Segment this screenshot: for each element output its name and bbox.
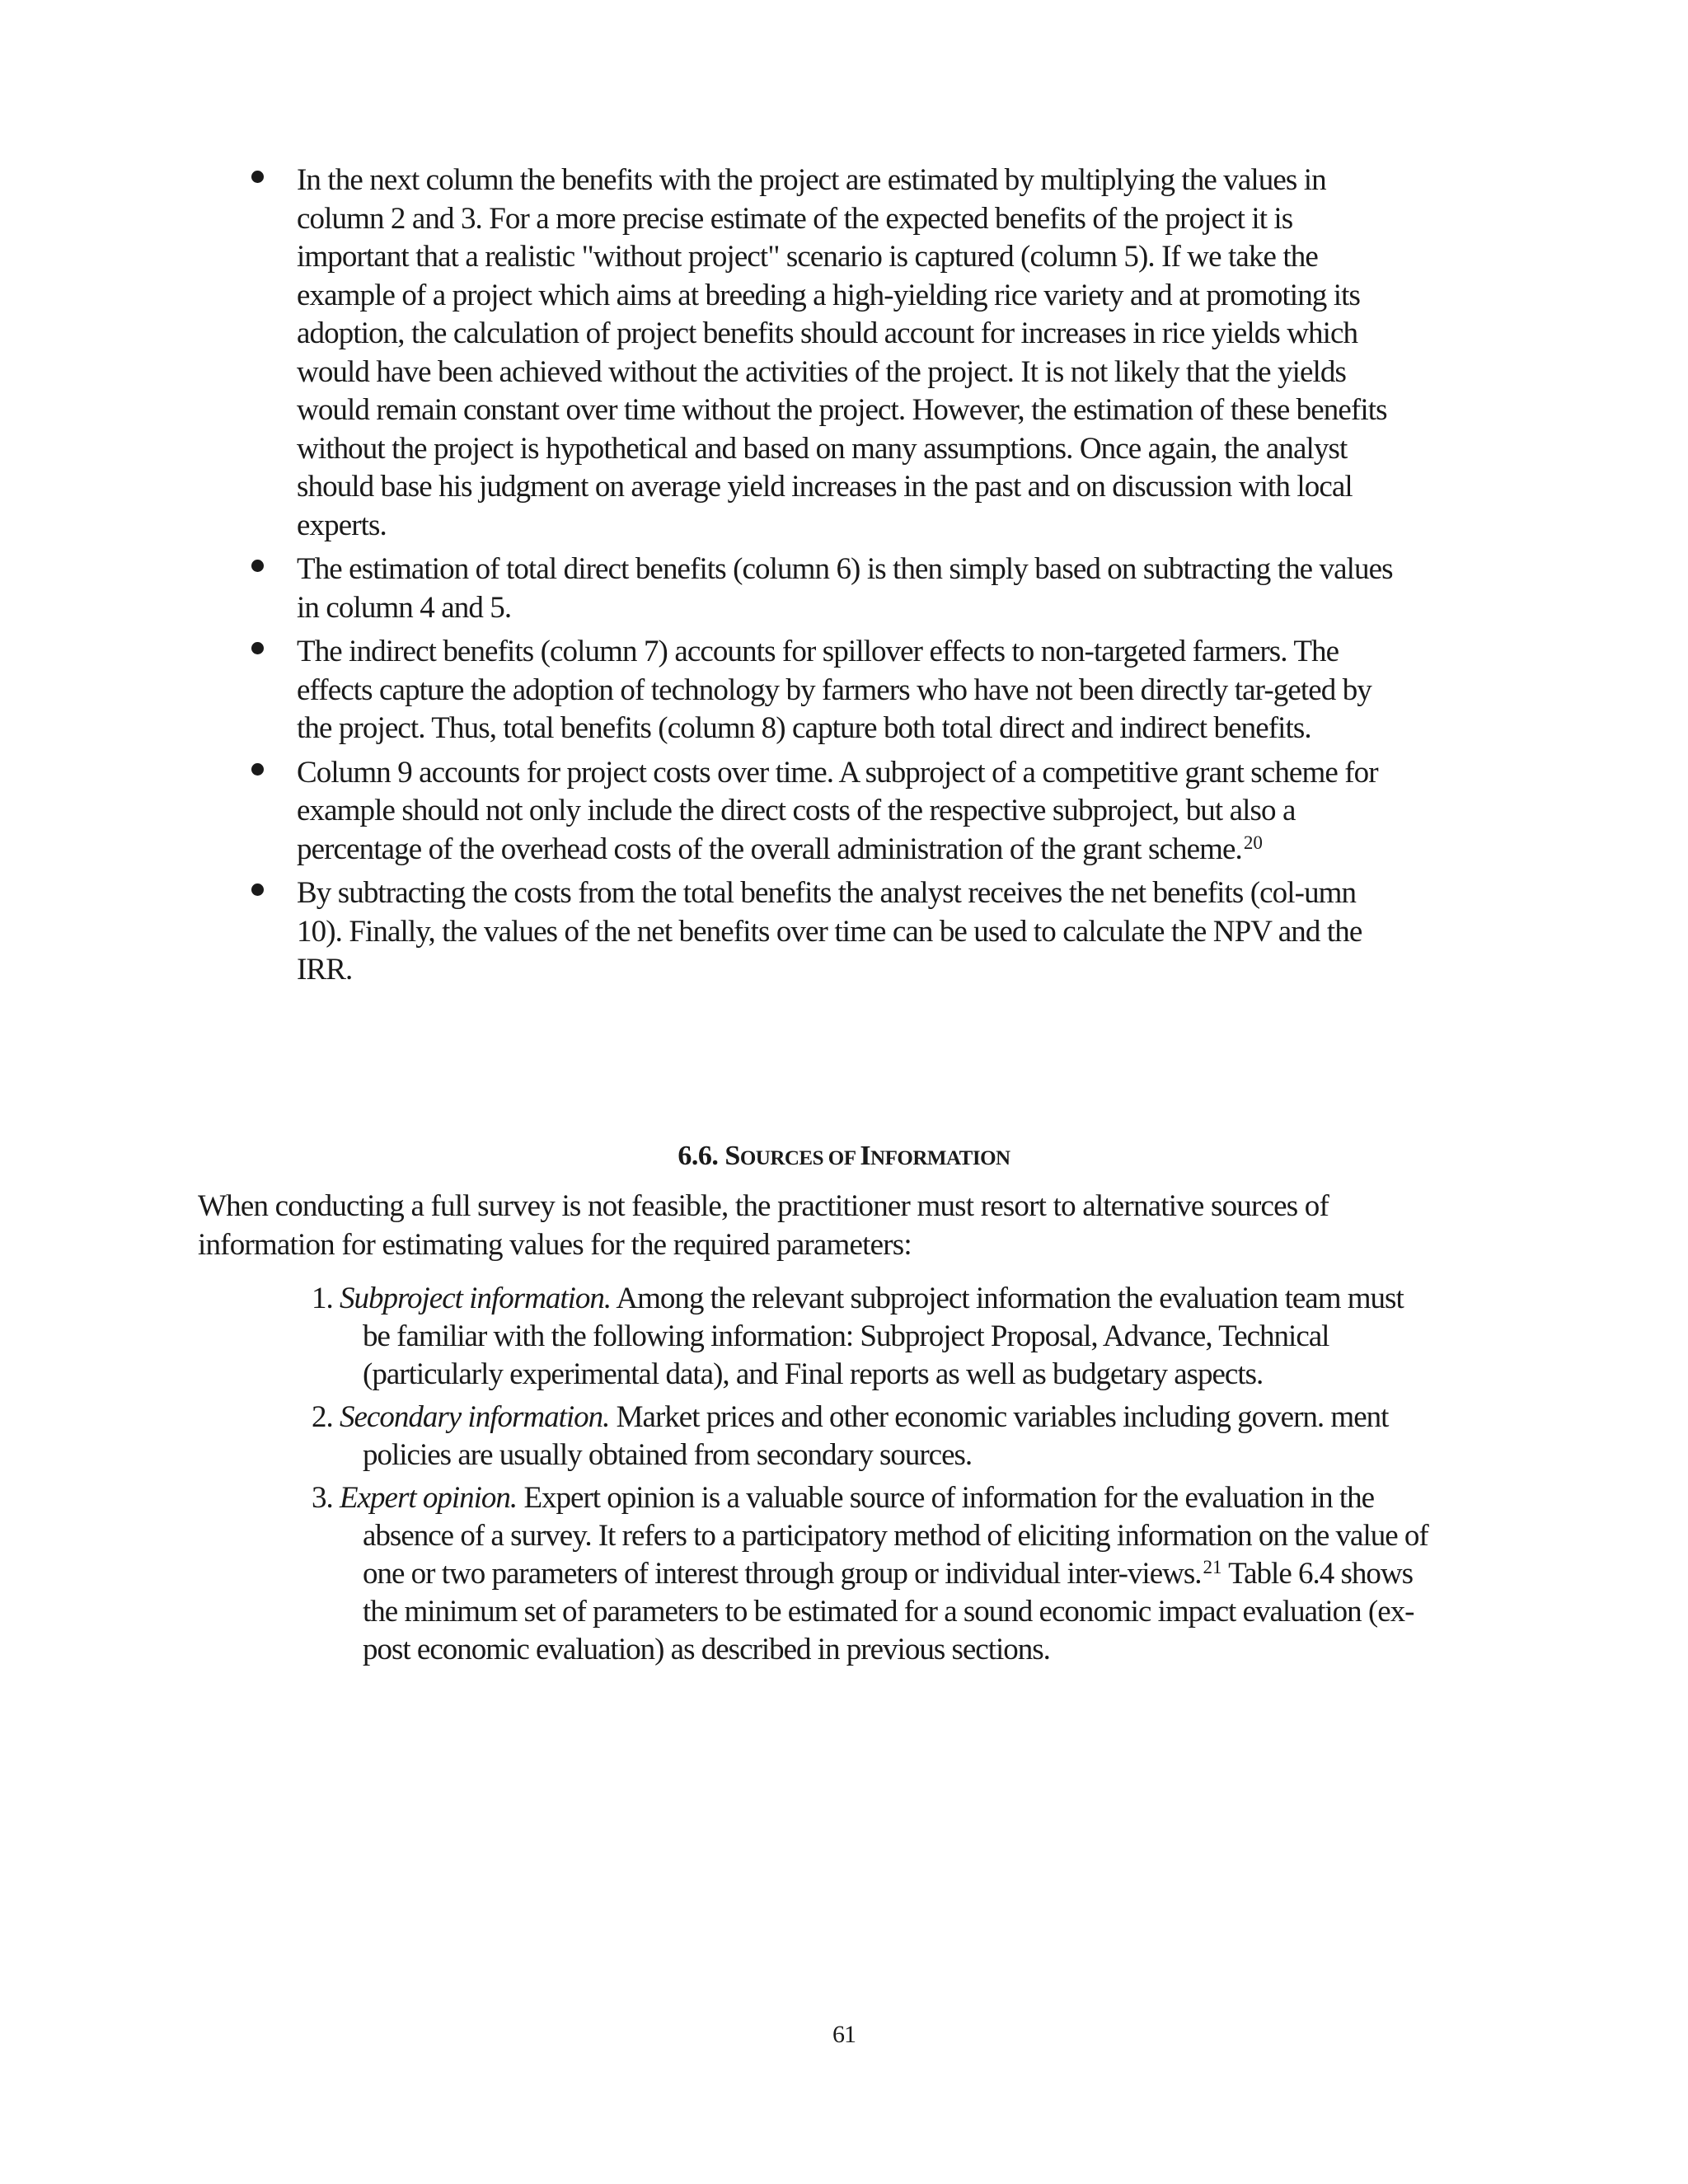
bullet-text: In the next column the benefits with the project are estimated by multiplying the values in column 2 and 3. For a more precise estimate of the expected benefits of the project it is important that a realistic "without project" scenario is captured (column 5). If we take the example of a project which aims at breeding a high-yielding rice variety and at promoting its adoption, the calculation of project benefits should account for increases in rice yields which would have been achieved without the activities of the project. It is not likely that the yields would remain constant over time without the project. However, the estimation of these benefits without the project is hypothetical and based on many assumptions. Once again, the analyst should base his judgment on average yield increases in the past and on discussion with local experts. xyxy=(297,163,1387,542)
source-number: 1. xyxy=(312,1282,333,1315)
bullet-text: The indirect benefits (column 7) accounts for spillover effects to non-targeted farmers. The effects capture the adoption of technology by farmers who have not been directly tar-geted by the project. Thus, total benefits (column 8) capture both total direct and indirect benefits. xyxy=(297,635,1372,745)
section-title-initial: S xyxy=(724,1141,740,1172)
bullet-item xyxy=(297,162,1401,545)
bullet-text: Column 9 accounts for project costs over time. A subproject of a competitive grant scheme for example should not only include the direct costs of the respective subproject, but also a percentage of the overhead costs of the overall administration of the grant scheme. xyxy=(297,755,1378,866)
source-title: Secondary information. xyxy=(340,1400,610,1434)
source-text: Among the relevant subproject information the evaluation team must be familiar with the following information: Subproject Proposal, Advance, Technical (particularly experimental data), and Final reports as well as budgetary aspects. xyxy=(363,1282,1404,1391)
sources-list xyxy=(312,1280,1432,1674)
source-number: 3. xyxy=(312,1481,333,1515)
bullet-item xyxy=(297,551,1401,627)
section-number: 6.6. xyxy=(678,1141,719,1172)
source-item xyxy=(312,1479,1432,1669)
bullet-text: The estimation of total direct benefits (column 6) is then simply based on subtracting the values in column 4 and 5. xyxy=(297,552,1393,625)
section-title-initial: I xyxy=(860,1141,871,1172)
bullet-icon xyxy=(251,171,264,183)
footnote-marker[interactable]: 20 xyxy=(1243,832,1263,853)
section-title-smallcaps: OURCES OF xyxy=(739,1147,860,1170)
source-text: Expert opinion is a valuable source of information for the evaluation in the absence of a survey. It refers to a participatory method of eliciting information on the value of one or two parameters of interest through group or individual inter-views. xyxy=(363,1481,1428,1591)
page-number: 61 xyxy=(832,2021,856,2048)
source-item xyxy=(312,1280,1432,1394)
section-heading xyxy=(0,1141,1688,1172)
bullet-icon xyxy=(251,560,264,572)
bullet-icon xyxy=(251,883,264,896)
source-title: Subproject information. xyxy=(340,1282,612,1315)
bullet-item xyxy=(297,754,1401,869)
source-text: Market prices and other economic variables including govern. ment policies are usually obtained from secondary sources. xyxy=(363,1400,1389,1472)
source-title: Expert opinion. xyxy=(340,1481,518,1515)
bullet-list xyxy=(297,162,1401,996)
bullet-item xyxy=(297,874,1401,990)
intro-paragraph: When conducting a full survey is not feasible, the practitioner must resort to alternative sources of information for estimating values for the required parameters: xyxy=(198,1189,1329,1262)
section-title-smallcaps: NFORMATION xyxy=(870,1147,1010,1170)
footnote-marker[interactable]: 21 xyxy=(1203,1557,1222,1577)
source-item xyxy=(312,1399,1432,1474)
bullet-icon xyxy=(251,763,264,776)
source-number: 2. xyxy=(312,1400,333,1434)
bullet-item xyxy=(297,633,1401,748)
bullet-text: By subtracting the costs from the total benefits the analyst receives the net benefits (col-umn 10). Finally, the values of the net benefits over time can be used to calculate the NPV and the IRR. xyxy=(297,876,1362,987)
bullet-icon xyxy=(251,642,264,654)
source-text-continued: Table 6.4 shows the minimum set of parameters to be estimated for a sound economic impact evaluation (ex-post economic evaluation) as described in previous sections. xyxy=(363,1557,1414,1666)
